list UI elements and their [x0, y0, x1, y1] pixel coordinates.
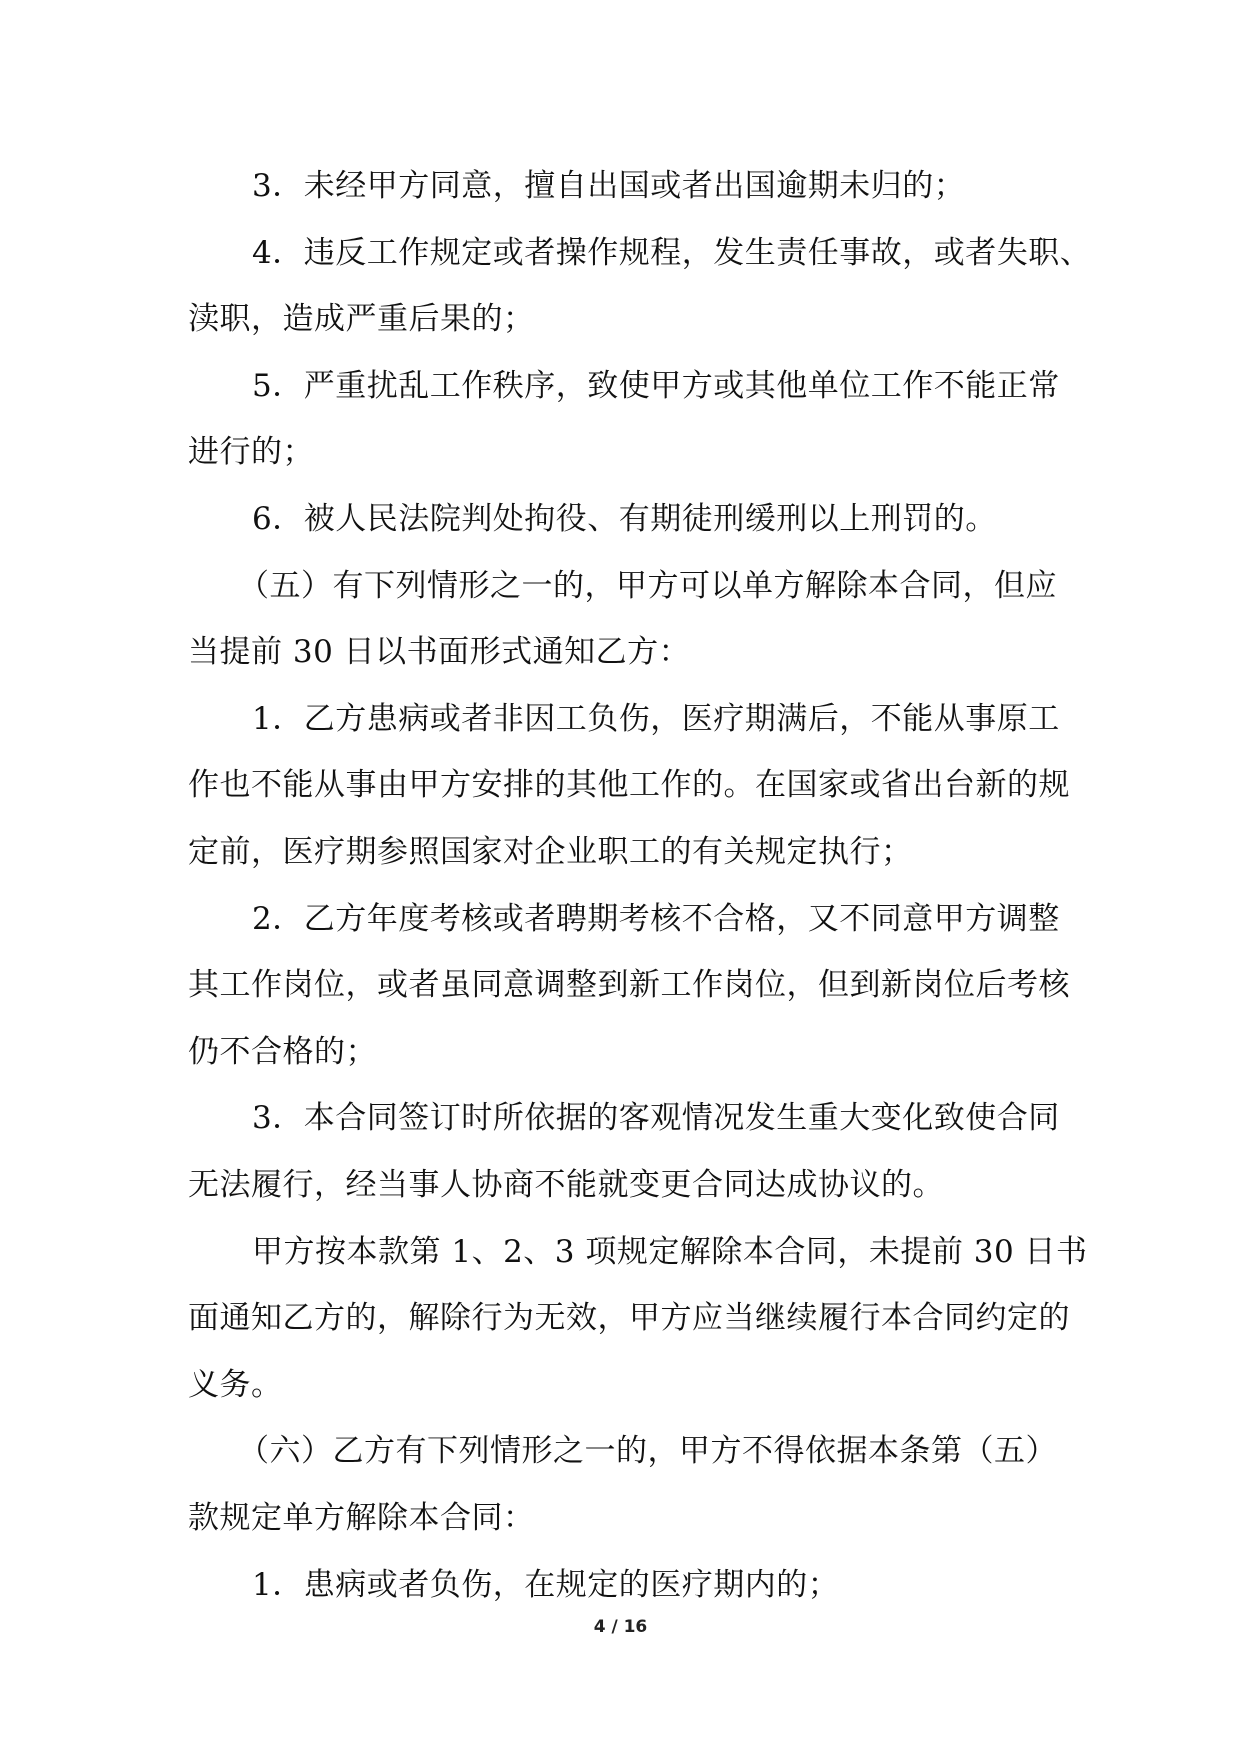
text-line: 2．乙方年度考核或者聘期考核不合格，又不同意甲方调整 — [252, 901, 1060, 937]
text-line: 面通知乙方的，解除行为无效，甲方应当继续履行本合同约定的 — [188, 1300, 1070, 1336]
text-line: 4．违反工作规定或者操作规程，发生责任事故，或者失职、 — [252, 235, 1092, 271]
text-line: 无法履行，经当事人协商不能就变更合同达成协议的。 — [188, 1167, 944, 1203]
text-line: 3．本合同签订时所依据的客观情况发生重大变化致使合同 — [252, 1100, 1060, 1136]
text-line: （五）有下列情形之一的，甲方可以单方解除本合同，但应 — [238, 568, 1057, 604]
text-line: 当提前 30 日以书面形式通知乙方： — [188, 634, 691, 670]
text-line: 进行的； — [188, 434, 314, 470]
text-line: 6．被人民法院判处拘役、有期徒刑缓刑以上刑罚的。 — [252, 501, 997, 537]
text-line: 义务。 — [188, 1367, 283, 1403]
text-line: 3．未经甲方同意，擅自出国或者出国逾期未归的； — [252, 168, 966, 204]
text-line: 渎职，造成严重后果的； — [188, 301, 535, 337]
text-line: 作也不能从事由甲方安排的其他工作的。在国家或省出台新的规 — [188, 767, 1070, 803]
text-line: 5．严重扰乱工作秩序，致使甲方或其他单位工作不能正常 — [252, 368, 1060, 404]
text-line: 1．患病或者负伤，在规定的医疗期内的； — [252, 1567, 840, 1603]
text-line: （六）乙方有下列情形之一的，甲方不得依据本条第（五） — [238, 1433, 1057, 1469]
text-line: 仍不合格的； — [188, 1034, 377, 1070]
text-line: 甲方按本款第 1、2、3 项规定解除本合同，未提前 30 日书 — [252, 1234, 1088, 1270]
text-line: 款规定单方解除本合同： — [188, 1500, 535, 1536]
text-line: 1．乙方患病或者非因工负伤，医疗期满后，不能从事原工 — [252, 701, 1060, 737]
text-line: 其工作岗位，或者虽同意调整到新工作岗位，但到新岗位后考核 — [188, 967, 1070, 1003]
text-line: 定前，医疗期参照国家对企业职工的有关规定执行； — [188, 834, 913, 870]
page-number: 4 / 16 — [593, 1617, 648, 1637]
